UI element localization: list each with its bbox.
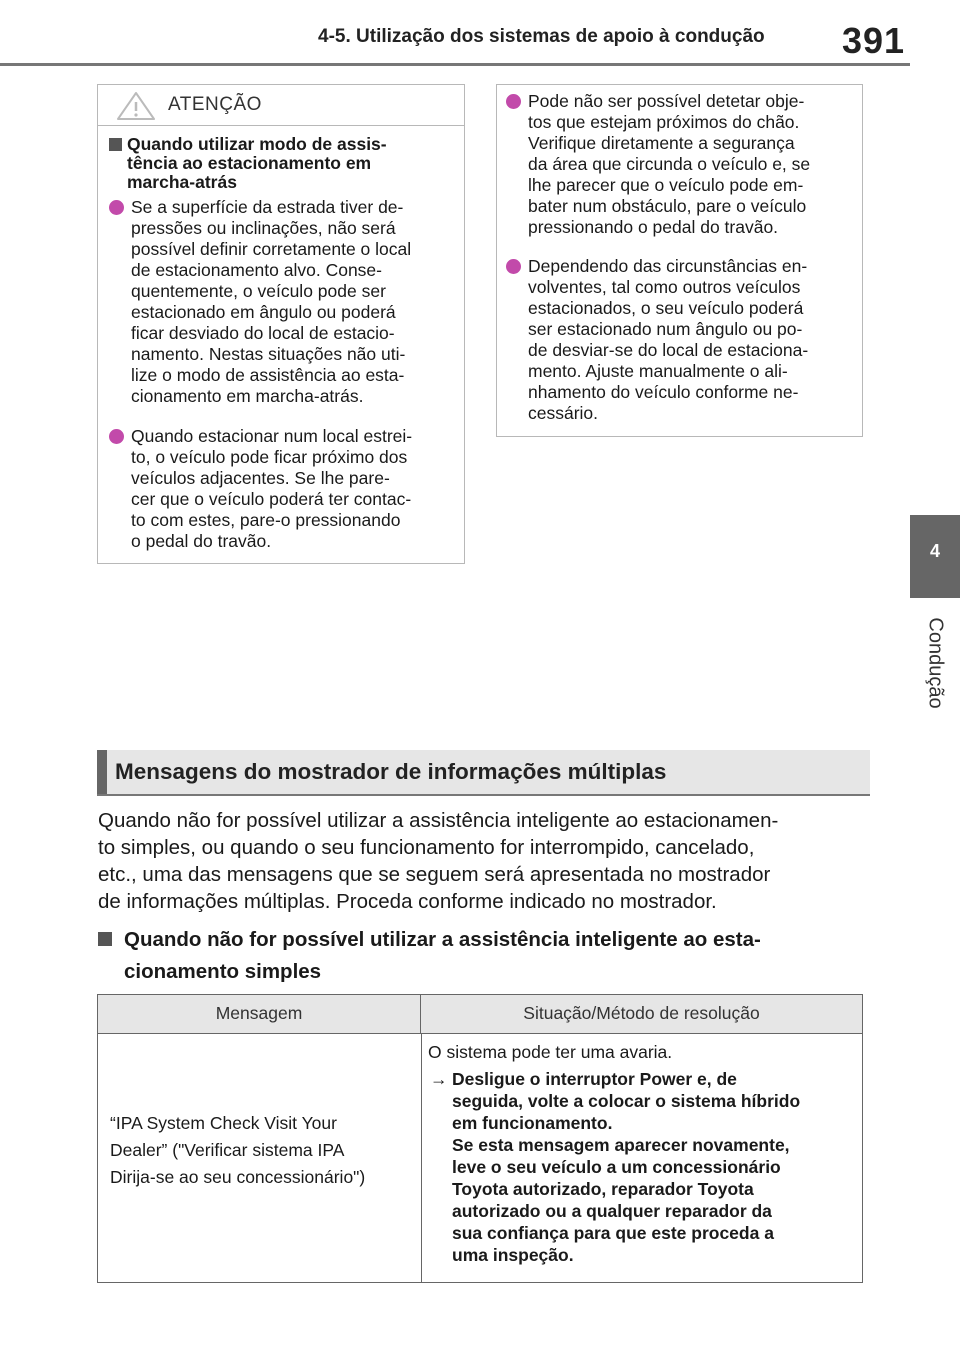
table-cell-message [98,1034,421,1282]
bullet-dot-icon [109,429,124,444]
table-cell-resolution [428,1041,858,1266]
square-bullet-icon [109,138,122,151]
section-heading-bar [97,750,870,796]
page-number: 391 [842,20,906,61]
chapter-number: 4 [929,541,940,561]
warning-item: Quando estacionar num local estrei- to, o veículo pode ficar próximo dos veículos adjacentes. Se lhe pare- cer que o veículo poderá ter contac- to com estes, pare-o pressionando o pedal do travão. [109,426,449,552]
table-divider [421,1034,422,1282]
table-header-message: Mensagem [98,995,421,1034]
section-accent [97,750,107,794]
header-rule [0,63,910,66]
bullet-dot-icon [109,200,124,215]
warning-title: ATENÇÃO [168,94,262,115]
section-paragraph: Quando não for possível utilizar a assistência inteligente ao estacionamen- to simples, ou quando o seu funcionamento for interrompido, cancelado, etc., uma das mensagens que se seguem será apresentada no mostrador de informações múltiplas. Proceda conforme indicado no mostrador. [98,809,779,913]
warning-box-left [97,84,465,564]
warning-item: Se a superfície da estrada tiver de- pressões ou inclinações, não será possível definir corretamente o local de estacionamento alvo. Conse- quentemente, o veículo pode ser estacionado em ângulo ou poderá ficar desviado do local de estacio- namento. Nestas situações não uti- lize o modo de assistência ao esta- cionamento em marcha-atrás. [109,197,449,407]
square-bullet-icon [98,932,112,946]
running-header: 4-5. Utilização dos sistemas de apoio à condução [318,26,765,47]
resolution-text: → Desligue o interruptor Power e, de seguida, volte a colocar o sistema híbrido em funcionamento. Se esta mensagem aparecer novamente, leve o seu veículo a um concessionário Toyota autorizado, reparador Toyota autorizado ou a qualquer reparador da sua confiança para que este proceda a uma inspeção. [430,1069,801,1265]
arrow-icon: → [430,1069,448,1089]
warning-subheading: Quando utilizar modo de assis- tência ao estacionamento em marcha-atrás [109,135,454,192]
chapter-label: Condução [924,617,947,709]
warning-item: Pode não ser possível detetar obje- tos que estejam próximos do chão. Verifique diretamente a segurança da área que circunda o veículo e, se lhe parecer que o veículo pode em- bater num obstáculo, pare o veículo pressionando o pedal do travão. [506,91,846,238]
message-text: “IPA System Check Visit Your Dealer” ("Verificar sistema IPA Dirija-se ao seu concessionário") [110,1113,366,1187]
bullet-dot-icon [506,94,521,109]
table-header-resolution: Situação/Método de resolução [421,995,862,1034]
warning-triangle-icon [116,91,156,121]
chapter-tab [910,515,960,598]
warning-item: Dependendo das circunstâncias en- volventes, tal como outros veículos estacionados, o seu veículo poderá ser estacionado num ângulo ou po- de desviar-se do local de estaciona- mento. Ajuste manualmente o ali- nhamento do veículo conforme ne- cessário. [506,256,846,424]
situation-text: O sistema pode ter uma avaria. [428,1042,673,1062]
warning-header [98,85,464,126]
message-table [97,994,863,1283]
table-subheading: Quando não for possível utilizar a assistência inteligente ao esta- cionamento simples [98,924,873,988]
section-heading: Mensagens do mostrador de informações múltiplas [115,759,667,784]
warning-box-right [496,84,863,437]
bullet-dot-icon [506,259,521,274]
